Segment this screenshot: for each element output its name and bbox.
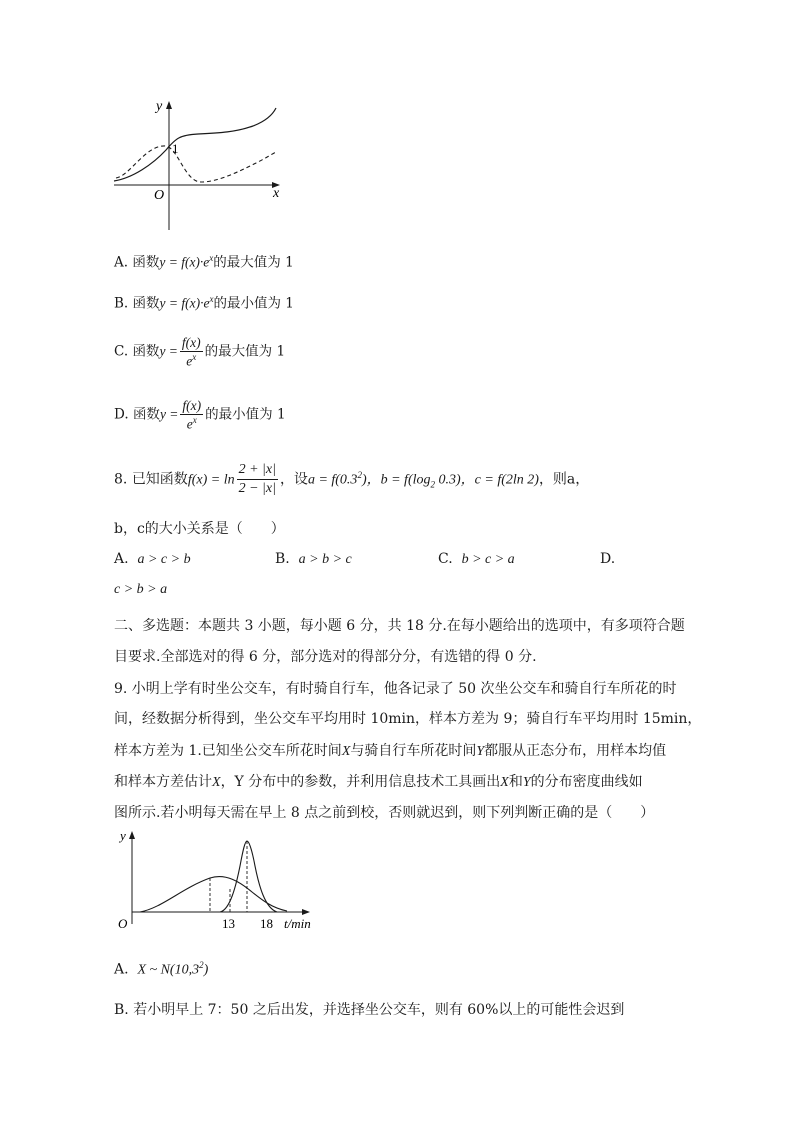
section2-line1: 二、多选题：本题共 3 小题，每小题 6 分，共 18 分.在每小题给出的选项中，有多项符合题 — [114, 618, 685, 634]
q8-option-b: B. a > b > c — [275, 551, 352, 567]
solid-curve — [114, 108, 276, 181]
x-axis-label: x — [273, 186, 280, 201]
origin-label: O — [118, 916, 128, 931]
y-axis-label: y — [156, 99, 163, 114]
q7-option-c: C. 函数y = $\frac{f(x)}{e^x}$ 的最大值为 1 — [114, 335, 286, 368]
q9-line2: 间，经数据分析得到，坐公交车平均用时 10min，样本方差为 9；骑自行车平均用时 15min， — [114, 711, 702, 727]
fraction: $\frac{f(x)}{e^x}$ — [181, 335, 201, 368]
function-graph-figure — [108, 96, 290, 234]
q7-option-d: D. 函数y = $\frac{f(x)}{e^x}$ 的最小值为 1 — [114, 398, 286, 431]
y-axis-arrow-icon — [166, 101, 172, 109]
origin-label: O — [154, 188, 165, 203]
q8-stem-line2: b，c的大小关系是（ ） — [114, 521, 285, 537]
fraction: $\frac{f(x)}{e^x}$ — [182, 398, 202, 431]
q8-stem: 8. 已知函数f(x) = ln $\frac{2 + |x|}{2 - |x|}$ ，设$a = f(0.3^2)$，$b = f(\log_2$ 0.3)，c = f(2ln 2)，则a， — [114, 462, 590, 496]
q8-option-c: C. b > c > a — [438, 551, 515, 567]
q7-option-b: B. 函数$y = f(x)\cdot e^x$的最小值为 1 — [114, 294, 294, 312]
dashed-curve — [116, 146, 276, 182]
point-label: 1 — [172, 141, 179, 156]
q9-line4: 和样本方差估计X，Y 分布中的参数，并利用信息技术工具画出X和Y的分布密度曲线如 — [114, 774, 643, 790]
q8-option-d: c > b > a — [114, 582, 168, 597]
tick-label-18: 18 — [260, 916, 273, 931]
bike-density-curve — [220, 841, 277, 912]
q8-option-d-letter: D. — [600, 551, 616, 567]
q7-option-a: A. 函数$y = f(x)\cdot e^x$的最大值为 1 — [114, 253, 294, 271]
t-axis-arrow-icon — [302, 909, 310, 915]
q8-option-a: A. a > c > b — [114, 551, 191, 567]
q9-line3: 样本方差为 1.已知坐公交车所花时间X与骑自行车所花时间Y都服从正态分布，用样本均值 — [114, 743, 667, 759]
q9-option-b: B. 若小明早上 7：50 之后出发，并选择坐公交车，则有 60%以上的可能性会迟到 — [114, 1002, 625, 1018]
fraction: $\frac{2 + |x|}{2 - |x|}$ — [238, 462, 276, 496]
y-axis-label: y — [120, 828, 126, 843]
y-axis-arrow-icon — [129, 831, 135, 839]
section2-line2: 目要求.全部选对的得 6 分，部分选对的得部分分，有选错的得 0 分. — [114, 649, 537, 665]
density-curve-figure — [112, 826, 326, 934]
bus-density-curve — [140, 877, 287, 912]
q9-line5: 图所示.若小明每天需在早上 8 点之前到校，否则就迟到，则下列判断正确的是（ ） — [114, 805, 655, 821]
t-axis-label: t/min — [284, 916, 311, 931]
tick-label-13: 13 — [222, 916, 235, 931]
q9-line1: 9. 小明上学有时坐公交车，有时骑自行车，他各记录了 50 次坐公交车和骑自行车所花的时 — [114, 681, 677, 697]
q9-option-a: A. X ~ N(10,3$^2$) — [114, 960, 209, 978]
